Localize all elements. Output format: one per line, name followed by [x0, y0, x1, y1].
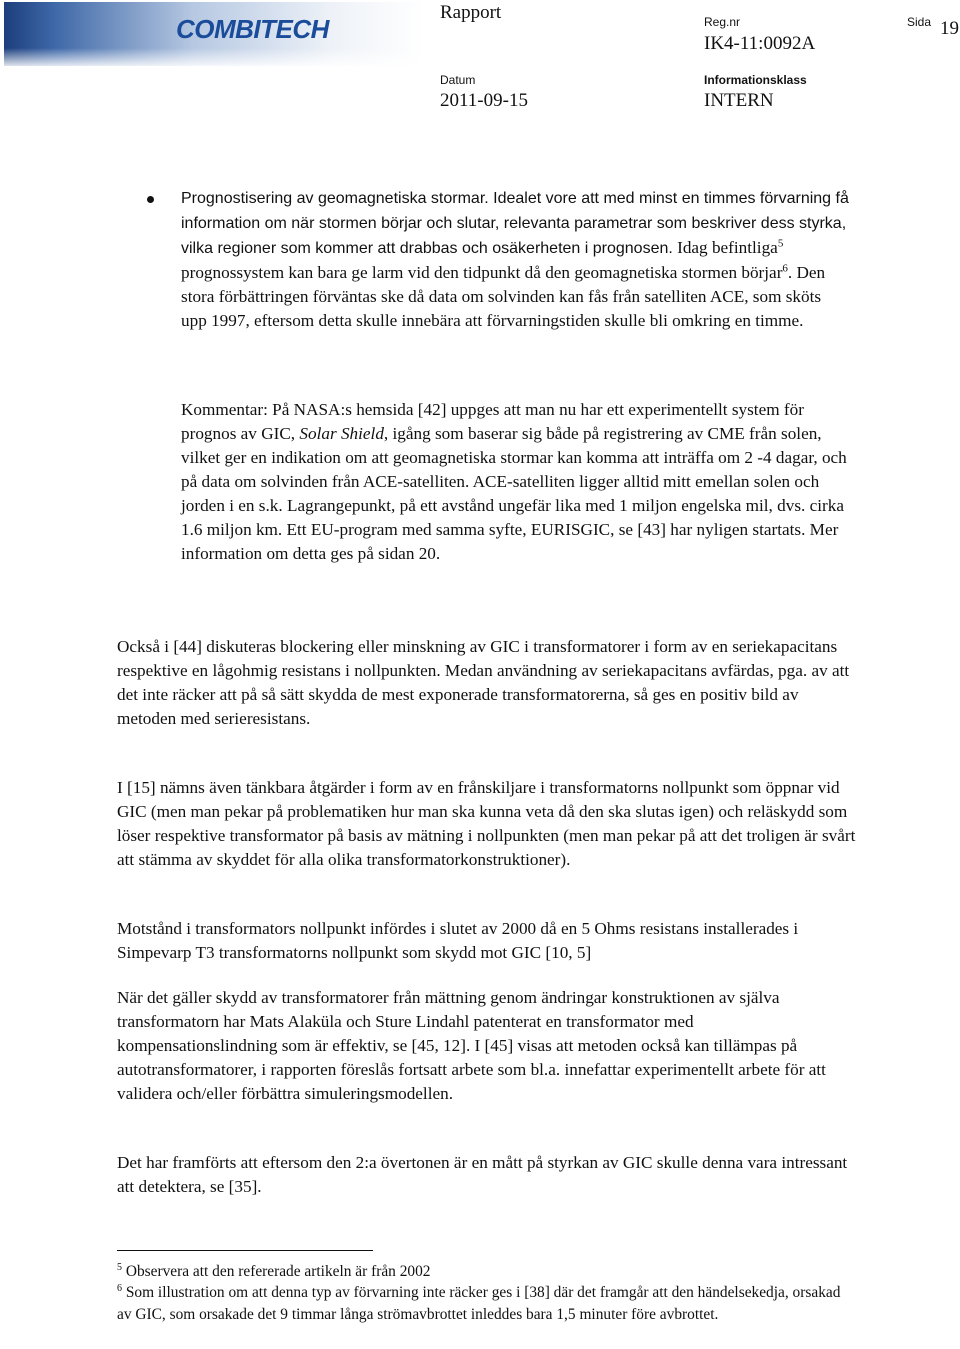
footnote-6 — [117, 1282, 857, 1325]
logo-banner — [4, 2, 424, 66]
logo-banner-fade — [4, 48, 424, 66]
bullet-text-sans: Prognostisering av geomagnetiska stormar. Idealet vore att med minst en timmes förvarning få information om när stormen börjar och slutar, relevanta parametrar som beskriver dess styrka, vilka regioner som kommer att drabbas och osäkerheten i prognosen. — [181, 190, 849, 257]
comment-text-a: Kommentar: På NASA:s hemsida [42] uppges att man nu har ett experimentellt system för prognos av GIC, — [181, 400, 804, 443]
comment-italic-name: Solar Shield — [299, 424, 384, 443]
classification-label: Informationsklass — [704, 73, 807, 87]
company-logo: COMBITECH — [176, 14, 329, 44]
classification-value: INTERN — [704, 90, 774, 111]
footnote-text: Som illustration om att denna typ av förvarning inte räcker ges i [38] där det framgår att den händelsekedja, orsakad av GIC, som orsakade det 9 timmar långa strömavbrottet inleddes bara 1,5 minuter före avbrottet. — [117, 1284, 841, 1323]
paragraph-second-harmonic: Det har framförts att eftersom den 2:a övertonen är en mått på styrkan av GIC skulle denna vara intressant att detektera, se [35]. — [117, 1153, 848, 1196]
comment-paragraph — [181, 398, 851, 566]
bullet-text-c: . Den stora förbättringen förväntas ske då data om solvinden kan fås från satelliten ACE, som sköts upp 1997, eftersom detta skulle innebära att förvarningstiden skulle bli omkring en timme. — [181, 263, 826, 330]
document-type: Rapport — [440, 2, 502, 23]
bullet-text-a: Idag befintliga — [672, 238, 778, 257]
footnote-5 — [117, 1261, 857, 1283]
reg-value: IK4-11:0092A — [704, 33, 816, 54]
bullet-item-text — [181, 186, 851, 333]
comment-text-b: , igång som baserar sig både på registrering av CME från solen, vilket ger en indikation om att geomagnetiska stormar kan komma att inträffa om 2 -4 dagar, och på data om solvinden från ACE-satelliten. ACE-satelliten ligger alltid mitt emellan solen och jorden i en s.k. Lagrangepunkt, på ett avstånd ungefär lika med 1 miljon engelska mil, dvs. cirka 1.6 miljon km. Ett EU-program med samma syfte, EURISGIC, se [43] har nyligen startats. Mer information om detta ges på sidan 20. — [181, 424, 847, 563]
footnote-number: 6 — [117, 1282, 122, 1294]
paragraph-compensation-winding: När det gäller skydd av transformatorer från mättning genom ändringar konstruktionen av själva transformatorn har Mats Alaküla och Sture Lindahl patenterat en transformator med kompensationslindning som är effektiv, se [45, 12]. I [45] visas att metoden också kan tillämpas på autotransformatorer, i rapporten föreslås fortsatt arbete som bl.a. innefattar experimentellt arbete för att validera och/eller förbättra simuleringsmodellen. — [117, 988, 826, 1103]
paragraph-series-capacitance: Också i [44] diskuteras blockering eller minskning av GIC i transformatorer i form av en seriekapacitans respektive en lågohmig resistans i nollpunkten. Medan användning av seriekapacitans avfärdas, pga. av att det inte räcker att på så sätt skydda de mest exponerade transformatorerna, så ges en positiv bild av metoden med serieresistans. — [117, 637, 850, 728]
date-value: 2011-09-15 — [440, 90, 528, 111]
footnote-text: Observera att den refererade artikeln är från 2002 — [122, 1263, 431, 1280]
page-number: 19 — [940, 18, 959, 39]
paragraph-neutral-resistor: Motstånd i transformators nollpunkt infördes i slutet av 2000 då en 5 Ohms resistans installerades i Simpevarp T3 transformatorns nollpunkt som skydd mot GIC [10, 5] — [117, 919, 799, 962]
page-label: Sida — [907, 15, 932, 29]
footnote-number: 5 — [117, 1261, 122, 1273]
reg-label: Reg.nr — [704, 15, 741, 29]
footnote-separator — [117, 1250, 373, 1251]
bullet-point — [147, 196, 154, 203]
date-label: Datum — [440, 73, 476, 87]
paragraph-disconnector: I [15] nämns även tänkbara åtgärder i form av en frånskiljare i transformatorns nollpunkt som öppnar vid GIC (men man pekar på problematiken hur man ska kunna veta då den ska slutas igen) och reläskydd som löser respektive transformator på basis av mätning i nollpunkten (men man pekar på att det troligen är svårt att stämma av skyddet för alla olika transformatorkonstruktioner). — [117, 778, 856, 869]
bullet-text-b: prognossystem kan bara ge larm vid den tidpunkt då den geomagnetiska stormen börjar — [181, 263, 783, 282]
footnote-ref-6[interactable]: 6 — [782, 262, 788, 275]
footnote-ref-5[interactable]: 5 — [777, 237, 784, 250]
